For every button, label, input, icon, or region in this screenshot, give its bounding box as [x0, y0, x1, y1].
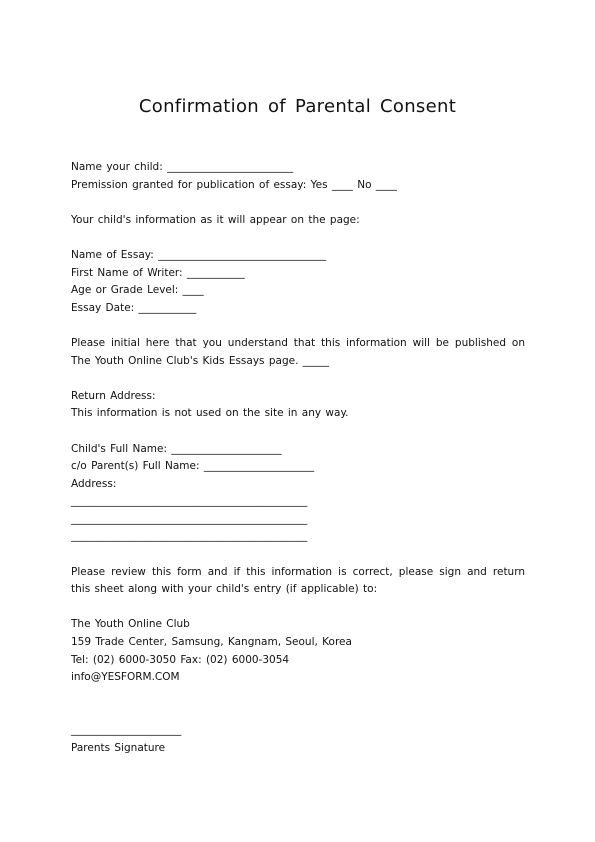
spacer [71, 599, 525, 617]
org-phone-fax: Tel: (02) 6000-3050 Fax: (02) 6000-3054 [71, 653, 290, 666]
address-field-line-1[interactable]: _____________________________________________ [71, 495, 308, 508]
spacer [71, 687, 525, 722]
spacer [71, 370, 525, 388]
review-paragraph-line-2: this sheet along with your child's entry (if applicable) to: [71, 583, 378, 596]
address-field-line-2[interactable]: _____________________________________________ [71, 512, 308, 525]
child-name-field[interactable]: Name your child: ________________________ [71, 161, 294, 173]
initial-paragraph-line-1: Please initial here that you understand that this information will be published on [71, 336, 525, 349]
essay-date-field[interactable]: Essay Date: ___________ [71, 301, 197, 314]
spacer [71, 317, 525, 335]
age-grade-field[interactable]: Age or Grade Level: ____ [71, 284, 204, 297]
address-field-line-3[interactable]: _____________________________________________ [71, 530, 308, 543]
essay-name-field[interactable]: Name of Essay: ________________________________ [71, 248, 327, 261]
initial-field[interactable]: The Youth Online Club's Kids Essays page. _____ [71, 354, 330, 367]
writer-first-name-field[interactable]: First Name of Writer: ___________ [71, 266, 245, 279]
review-paragraph-line-1: Please review this form and if this information is correct, please sign and return [71, 565, 525, 578]
permission-field[interactable]: Premission granted for publication of essay: Yes ____ No ____ [71, 178, 397, 191]
form-body [71, 159, 525, 757]
spacer [71, 194, 525, 212]
signature-field[interactable]: _____________________ [71, 724, 182, 736]
info-intro-text: Your child's information as it will appear on the page: [71, 213, 360, 226]
spacer [71, 546, 525, 564]
signature-label: Parents Signature [71, 741, 166, 754]
org-email[interactable]: info@YESFORM.COM [71, 671, 180, 684]
org-address: 159 Trade Center, Samsung, Kangnam, Seoul, Korea [71, 636, 352, 649]
spacer [71, 423, 525, 441]
parent-full-name-field[interactable]: c/o Parent(s) Full Name: _____________________ [71, 460, 315, 473]
child-full-name-field[interactable]: Child's Full Name: _____________________ [71, 442, 282, 455]
return-address-label: Return Address: [71, 389, 156, 402]
address-label: Address: [71, 477, 117, 490]
return-address-note: This information is not used on the site in any way. [71, 407, 349, 420]
org-name: The Youth Online Club [71, 618, 190, 631]
page-title: Confirmation of Parental Consent [138, 96, 457, 117]
spacer [71, 229, 525, 247]
